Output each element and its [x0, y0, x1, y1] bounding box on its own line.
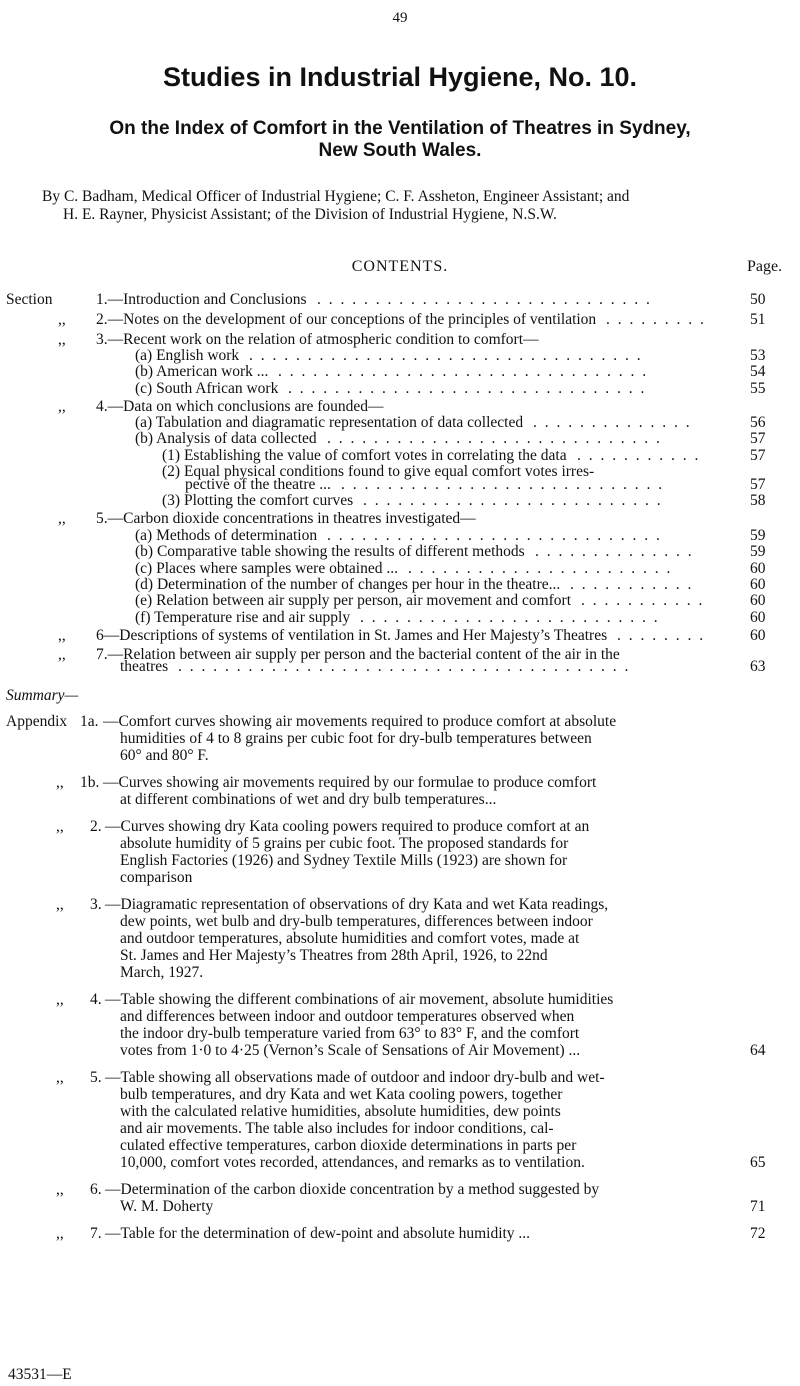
contents-text: (c) Places where samples were obtained ...: [135, 560, 398, 577]
leader-dots: . . . . . . . . . . . . . .: [533, 414, 692, 431]
byline-line-1: By C. Badham, Medical Officer of Industrial Hygiene; C. F. Assheton, Engineer Assistant; and: [42, 188, 630, 205]
contents-row: [0, 492, 800, 510]
leader-dots: . . . . . . . . . . . . . . . . . . . . . . . . . . . . .: [317, 291, 652, 308]
article-title-line-2: New South Wales.: [318, 140, 482, 161]
contents-page-number: 57: [750, 447, 766, 464]
appendix-line: culated effective temperatures, carbon dioxide determinations in parts per: [120, 1137, 577, 1154]
page-number: 49: [392, 10, 408, 26]
contents-text: (b) Comparative table showing the results of different methods: [135, 543, 525, 560]
leader-dots: . . . . . . . . . . . . . . . . . . . . . . . . . .: [360, 609, 660, 626]
leader-dots: . . . . . . . . . . .: [570, 576, 694, 593]
appendix-number: 7.: [90, 1225, 102, 1242]
appendix-line: March, 1927.: [120, 964, 204, 981]
leader-dots: . . . . . . . . . . .: [581, 592, 705, 609]
ditto-mark: ,,: [56, 1069, 64, 1086]
appendix-line: English Factories (1926) and Sydney Textile Mills (1923) are shown for: [120, 852, 568, 869]
contents-page-number: 60: [750, 576, 766, 593]
contents-page-number: 53: [750, 347, 766, 364]
page-column-heading: Page.: [747, 258, 783, 275]
leader-dots: . . . . . . . . . . . . . . . . . . . . . . . . . . . . .: [327, 430, 662, 447]
contents-text: (2) Equal physical conditions found to give equal comfort votes irres-: [162, 463, 595, 480]
contents-text: 4.—Data on which conclusions are founded—: [96, 398, 384, 415]
appendix-line: at different combinations of wet and dry bulb temperatures...: [120, 791, 497, 808]
appendix-page-number: 72: [750, 1225, 766, 1242]
appendix-line: St. James and Her Majesty’s Theatres from 28th April, 1926, to 22nd: [120, 947, 548, 964]
appendix-line: —Table showing all observations made of outdoor and indoor dry-bulb and wet-: [105, 1069, 605, 1086]
contents-page-number: 60: [750, 627, 766, 644]
ditto-mark: ,,: [58, 646, 66, 663]
contents-row: [0, 291, 800, 309]
contents-text: (1) Establishing the value of comfort votes in correlating the data: [162, 447, 567, 464]
appendix-number: 4.: [90, 991, 102, 1008]
appendix-line: —Curves showing air movements required by our formulae to produce comfort: [103, 774, 597, 791]
appendix-line: 60° and 80° F.: [120, 747, 209, 764]
contents-row: [0, 543, 800, 561]
contents-text: (a) Methods of determination: [135, 527, 318, 544]
contents-text: (b) American work ...: [135, 363, 269, 380]
contents-page-number: 60: [750, 560, 766, 577]
appendix-line: —Determination of the carbon dioxide concentration by a method suggested by: [105, 1181, 600, 1198]
appendix-line: —Comfort curves showing air movements required to produce comfort at absolute: [103, 713, 617, 730]
appendix-line: W. M. Doherty: [120, 1198, 214, 1215]
appendix-line: —Table for the determination of dew-point and absolute humidity ...: [105, 1225, 531, 1242]
leader-dots: . . . . . . . . . . . . . . . . . . . . . . . . . . . . . . . . . . . . . . .: [178, 658, 631, 675]
appendix-line: —Diagramatic representation of observations of dry Kata and wet Kata readings,: [105, 896, 609, 913]
contents-row: [0, 363, 800, 381]
article-title-line-1: On the Index of Comfort in the Ventilation of Theatres in Sydney,: [109, 118, 691, 139]
contents-page-number: 57: [750, 476, 766, 493]
appendix-line: dew points, wet bulb and dry-bulb temperatures, differences between indoor: [120, 913, 593, 930]
appendix-line: and outdoor temperatures, absolute humidities and comfort votes, made at: [120, 930, 580, 947]
appendix-page-number: 71: [750, 1198, 766, 1215]
contents-text: 2.—Notes on the development of our conceptions of the principles of ventilation: [96, 311, 597, 328]
summary-heading: Summary—: [6, 687, 79, 704]
contents-page-number: 60: [750, 609, 766, 626]
contents-page-number: 63: [750, 658, 766, 675]
ditto-mark: ,,: [56, 818, 64, 835]
leader-dots: . . . . . . . . .: [606, 311, 706, 328]
contents-row: [0, 380, 800, 398]
contents-text: pective of the theatre ...: [185, 476, 331, 493]
leader-dots: . . . . . . . . . . . . . . . . . . . . . . . . . . . . . . . . . .: [249, 347, 643, 364]
appendix-line: with the calculated relative humidities, absolute humidities, dew points: [120, 1103, 561, 1120]
leader-dots: . . . . . . . . . . . . . . . . . . . . . . . . . . . . .: [327, 527, 662, 544]
appendix-page-number: 65: [750, 1154, 766, 1171]
byline-line-2: H. E. Rayner, Physicist Assistant; of the Division of Industrial Hygiene, N.S.W.: [63, 206, 557, 223]
appendix-line: —Curves showing dry Kata cooling powers required to produce comfort at an: [105, 818, 590, 835]
footer-code: 43531—E: [8, 1366, 72, 1383]
contents-text: 6—Descriptions of systems of ventilation in St. James and Her Majesty’s Theatres: [96, 627, 608, 644]
contents-text: (e) Relation between air supply per person, air movement and comfort: [135, 592, 572, 609]
ditto-mark: ,,: [58, 398, 66, 415]
appendix-number: 5.: [90, 1069, 102, 1086]
appendix-line: absolute humidity of 5 grains per cubic foot. The proposed standards for: [120, 835, 569, 852]
contents-page-number: 57: [750, 430, 766, 447]
leader-dots: . . . . . . . . . . . . . .: [535, 543, 694, 560]
appendix-line: votes from 1·0 to 4·25 (Vernon’s Scale of Sensations of Air Movement) ...: [120, 1042, 581, 1059]
contents-text: (b) Analysis of data collected: [135, 430, 317, 447]
contents-page-number: 60: [750, 592, 766, 609]
appendix-line: humidities of 4 to 8 grains per cubic foot for dry-bulb temperatures between: [120, 730, 592, 747]
ditto-mark: ,,: [58, 311, 66, 328]
contents-page-number: 59: [750, 543, 766, 560]
contents-row: [0, 609, 800, 627]
contents-page-number: 51: [750, 311, 766, 328]
ditto-mark: ,,: [56, 1181, 64, 1198]
ditto-mark: ,,: [56, 991, 64, 1008]
contents-row: [0, 592, 800, 610]
appendix-page-number: 64: [750, 1042, 766, 1059]
leader-dots: . . . . . . . .: [617, 627, 706, 644]
contents-text: (d) Determination of the number of changes per hour in the theatre...: [135, 576, 561, 593]
contents-page-number: 54: [750, 363, 766, 380]
appendix-line: comparison: [120, 869, 193, 886]
contents-row: [0, 311, 800, 329]
appendix-number: 1b.: [80, 774, 100, 791]
ditto-mark: ,,: [58, 331, 66, 348]
contents-row: [0, 627, 800, 645]
contents-text: (f) Temperature rise and air supply: [135, 609, 351, 626]
appendix-number: 2.: [90, 818, 102, 835]
section-label: Section: [6, 291, 53, 308]
article-title: [0, 118, 800, 162]
contents-text: 5.—Carbon dioxide concentrations in theatres investigated—: [96, 510, 476, 527]
appendix-line: and air movements. The table also includes for indoor conditions, cal-: [120, 1120, 554, 1137]
series-title: Studies in Industrial Hygiene, No. 10.: [162, 62, 638, 92]
leader-dots: . . . . . . . . . . . . . . . . . . . . . . . . . . . . . . . .: [278, 363, 649, 380]
appendix-label: Appendix: [6, 713, 68, 730]
contents-page-number: 55: [750, 380, 766, 397]
leader-dots: . . . . . . . . . . . . . . . . . . . . . . .: [408, 560, 673, 577]
contents-row: [0, 510, 800, 528]
contents-page-number: 59: [750, 527, 766, 544]
ditto-mark: ,,: [58, 510, 66, 527]
appendix-line: the indoor dry-bulb temperature varied from 63° to 83° F, and the comfort: [120, 1025, 580, 1042]
contents-row: [0, 658, 800, 676]
ditto-mark: ,,: [56, 1225, 64, 1242]
ditto-mark: ,,: [58, 627, 66, 644]
leader-dots: . . . . . . . . . . .: [577, 447, 701, 464]
contents-page-number: 58: [750, 492, 766, 509]
appendix-line: 10,000, comfort votes recorded, attendances, and remarks as to ventilation.: [120, 1154, 585, 1171]
contents-text: 1.—Introduction and Conclusions: [96, 291, 307, 308]
appendix-line: bulb temperatures, and dry Kata and wet Kata cooling powers, together: [120, 1086, 563, 1103]
contents-text: (c) South African work: [135, 380, 279, 397]
contents-page-number: 56: [750, 414, 766, 431]
contents-text: (a) English work: [135, 347, 240, 364]
appendix-number: 3.: [90, 896, 102, 913]
appendix-line: —Table showing the different combinations of air movement, absolute humidities: [105, 991, 614, 1008]
contents-text: 3.—Recent work on the relation of atmospheric condition to comfort—: [96, 331, 539, 348]
ditto-mark: ,,: [56, 896, 64, 913]
contents-text: 7.—Relation between air supply per person and the bacterial content of the air in the: [96, 646, 620, 663]
contents-text: (3) Plotting the comfort curves: [162, 492, 354, 509]
appendix-number: 1a.: [80, 713, 99, 730]
leader-dots: . . . . . . . . . . . . . . . . . . . . . . . . . . . . . . .: [288, 380, 647, 397]
contents-row: [0, 430, 800, 448]
leader-dots: . . . . . . . . . . . . . . . . . . . . . . . . . . . .: [341, 476, 665, 493]
contents-heading: CONTENTS.: [351, 258, 449, 275]
contents-page-number: 50: [750, 291, 766, 308]
appendix-number: 6.: [90, 1181, 102, 1198]
contents-text: theatres: [120, 658, 169, 675]
appendix-line: and differences between indoor and outdoor temperatures observed when: [120, 1008, 575, 1025]
ditto-mark: ,,: [56, 774, 64, 791]
leader-dots: . . . . . . . . . . . . . . . . . . . . . . . . . .: [363, 492, 663, 509]
contents-text: (a) Tabulation and diagramatic representation of data collected: [135, 414, 524, 431]
